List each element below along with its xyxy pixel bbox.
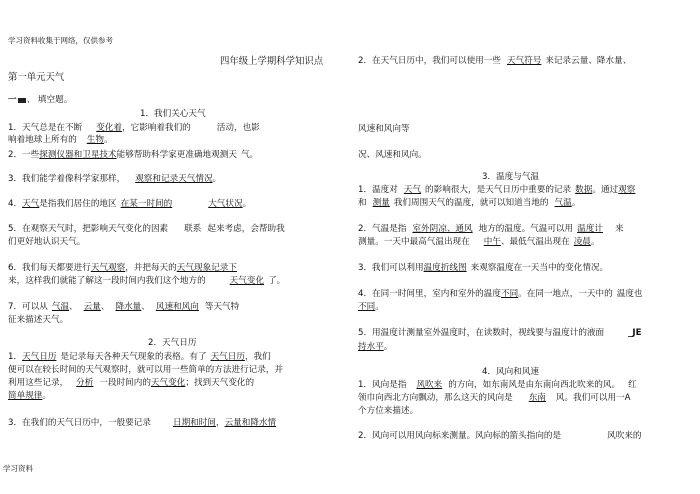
text-run: 4． (8, 199, 23, 209)
left-item-6-line-2 (8, 277, 285, 287)
right-t2-line-1 (358, 225, 624, 235)
text-run: 4．在同一时间里，室内和室外的温度 (358, 289, 501, 299)
text-run: 来记录云量、降水量、 (545, 56, 632, 66)
left-item-1-line-1 (8, 124, 260, 134)
text-run: 1．温度对 (358, 185, 398, 195)
text-run: 的方向，如东南风是由东南向西北吹来的风。 (448, 380, 621, 390)
underlined-answer: 中午 (483, 237, 501, 247)
text-run: 等天气特 (204, 302, 240, 312)
right-t2-line-2 (358, 238, 600, 248)
text-run: 7．可以从 (8, 302, 48, 312)
underlined-answer: 天气日历 (210, 352, 245, 362)
underlined-answer: 不同 (500, 289, 519, 299)
answer-11: 天气日历 (22, 352, 57, 362)
answer-8: 天气观察 (90, 263, 126, 273)
text-run: 气 (240, 150, 250, 160)
text-run: 地方的温度。气温可以用 (478, 224, 574, 234)
text-run: 、最低气温出现在 (500, 237, 570, 247)
text-run: 能够帮助科学家更准确地观测天 (116, 150, 237, 160)
underlined-answer: 凌晨 (573, 237, 591, 247)
answer-2: 生物 (86, 135, 104, 145)
text-run: 。 (375, 302, 384, 312)
left-d1-line-2: 便可以在较长时间的天气观察时，就可以用一些简单的方法进行记录，并 (8, 365, 284, 375)
left-d1-line-1 (8, 353, 271, 363)
text-run: ；找到天气变化的 (185, 378, 255, 388)
text-run: ，它影响着我们的 (122, 123, 191, 133)
underlined-answer: 日期和时间 (172, 418, 216, 428)
header-note: 学习资料收集于网络，仅供参考 (8, 36, 113, 45)
underlined-answer: 室外阴凉、通风 (412, 224, 473, 234)
underlined-answer: 云量和降水情 (224, 418, 277, 428)
left-d1-line-4 (8, 392, 51, 402)
text-run: 是指我们居住的地区 (39, 199, 117, 209)
text-run: 6．我们每天都要进行 (8, 263, 91, 273)
answer-6: 大气状况 (208, 199, 243, 209)
right-d2-line-3 (358, 151, 427, 161)
footer-note: 学习资料 (3, 464, 33, 473)
document-title: 四年级上学期科学知识点 (220, 56, 324, 67)
left-d3 (8, 419, 276, 429)
part-one-number: 一 (8, 95, 17, 105)
underlined-answer: 不同 (358, 302, 376, 312)
text-run: ， (215, 418, 225, 428)
text-run: 、 (69, 302, 78, 312)
text-run: 。 (418, 150, 427, 160)
text-run: ，并把每天的 (125, 263, 177, 273)
text-run: 。 (42, 391, 51, 401)
left-item-5-line-2: 们更好地认识天气。 (8, 237, 86, 247)
text-run: 。 (590, 237, 600, 247)
left-item-6-line-1 (8, 264, 237, 274)
underlined-answer: 东南 (528, 393, 546, 403)
right-t4-line-1 (358, 290, 643, 300)
underlined-answer: 温度折线图 (423, 263, 467, 273)
text-run: 利用这些记录， (8, 378, 69, 388)
right-t1-line-2 (358, 199, 580, 209)
right-t5-line-1 (358, 329, 641, 339)
underlined-answer: 天气变化 (150, 378, 186, 388)
section-heading-1: 1．我们关心天气 (140, 109, 206, 119)
underlined-answer: 分析 (76, 378, 94, 388)
text-run: 。 (103, 135, 113, 145)
right-t3 (358, 264, 608, 274)
underlined-answer: 降水量 (115, 302, 142, 312)
answer-1: 变化着 (96, 123, 123, 133)
underlined-answer: 温度计 (577, 224, 603, 234)
text-run: 。在同一地点，一天中的 (518, 289, 613, 299)
left-item-3 (8, 175, 221, 185)
text-run: 温度也 (616, 289, 643, 299)
left-item-2 (8, 151, 258, 161)
underlined-answer: 在某一时间的 (120, 199, 173, 209)
right-t5-line-2 (358, 343, 392, 353)
left-d1-line-3 (8, 379, 254, 389)
right-w1-line-1 (358, 381, 637, 391)
left-item-7-line-2: 征来描述天气。 (8, 315, 69, 325)
text-run: 1．风向是指 (358, 380, 407, 390)
text-run: 3．我们可以利用 (358, 263, 424, 273)
text-run: 3．在我们的天气日历中，一般要记录 (8, 418, 151, 428)
section-heading-3: 3．温度与气温 (482, 172, 540, 182)
text-run: 风吹来的 (607, 431, 642, 441)
answer-7: 联系 (184, 224, 202, 234)
text-run: 2．一些 (8, 150, 40, 160)
part-one-heading (8, 96, 72, 106)
right-w1-line-2 (358, 394, 631, 404)
text-run: 的影响很大，是天气日历中重要的记录 (425, 185, 572, 195)
text-run: 、 (141, 302, 150, 312)
left-item-7-line-1 (8, 303, 239, 313)
text-run: 一段时间内的 (99, 378, 151, 388)
text-run: 。 (242, 199, 252, 209)
redaction-mark (18, 98, 26, 103)
text-run: 1．天气总是在不断 (8, 123, 83, 133)
underlined-answer: 天气符号 (506, 56, 542, 66)
text-run: _JE (628, 328, 642, 338)
text-run: 测量。一天中最高气温出现在 (358, 237, 470, 247)
underlined-answer: 气温 (51, 302, 70, 312)
right-d2-line-1 (358, 57, 631, 67)
text-run: 、 (100, 302, 110, 312)
text-run: 5．用温度计测量室外温度时，在读数时，视线要与温度计的液面 (358, 328, 605, 338)
text-run: 5．在观察天气时，把影响天气变化的因素 (8, 224, 169, 234)
underlined-answer: 气温 (554, 198, 572, 208)
left-item-5-line-1 (8, 225, 285, 235)
text-run: 起来考虑，会帮助我 (207, 224, 285, 234)
right-t4-line-2 (358, 303, 384, 313)
right-d2-line-2: 风速和风向等 (358, 124, 410, 134)
underlined-answer: 云量 (83, 302, 101, 312)
answer-4: 观察和记录天气情况 (135, 174, 213, 184)
text-run: 风。我们可以用一A (555, 393, 631, 403)
section-heading-2: 2．天气日历 (148, 338, 197, 348)
underlined-answer: 持水平 (358, 342, 384, 352)
right-w2 (358, 432, 642, 442)
text-run: 。 (249, 150, 259, 160)
underlined-answer: 观察 (618, 185, 636, 195)
text-run: 是记录每天各种天气现象的表格。有了 (60, 352, 207, 362)
answer-3: 探测仪器和卫星技术 (39, 150, 117, 160)
text-run: 1． (8, 352, 23, 362)
right-t1-line-1 (358, 186, 635, 196)
text-run: 领巾向西北方向飘动，那么这天的风向是 (358, 393, 513, 403)
text-run: 2．风向可以用风向标来测量。风向标的箭头指向的是 (358, 431, 562, 441)
text-run: 。 (383, 342, 393, 352)
section-heading-4: 4．风向和风速 (482, 367, 540, 377)
text-run: 来观察温度在一天当中的变化情况。 (470, 263, 609, 273)
right-w1-line-3: 个方位来描述。 (358, 406, 419, 416)
underlined-answer: 测量 (372, 198, 390, 208)
text-run: 来 (614, 224, 624, 234)
underlined-answer: 数据 (575, 185, 593, 195)
underlined-answer: 简单规律 (8, 391, 43, 401)
underlined-answer: 天气 (403, 185, 422, 195)
text-run: 2．气温是指 (358, 224, 407, 234)
text-run: 3．我们能学着像科学家那样， (8, 174, 126, 184)
text-run: 。通过 (592, 185, 619, 195)
text-run: 响着地球上所有的 (8, 135, 77, 145)
left-item-4 (8, 200, 251, 210)
text-run: 我们周围天气的温度，就可以知道当地的 (393, 198, 549, 208)
text-run: 。 (571, 198, 581, 208)
text-run: 况、风速和风向 (358, 150, 419, 160)
text-run: 2．在天气日历中，我们可以使用一些 (358, 56, 501, 66)
text-run: 和 (358, 198, 367, 208)
left-item-1-line-2 (8, 136, 113, 146)
answer-5: 天气 (22, 199, 40, 209)
answer-9: 天气现象记录下 (176, 263, 237, 273)
text-run: 了。 (268, 276, 286, 286)
part-one-label: 、 填空题。 (26, 95, 73, 105)
text-run: 活动，也影 (216, 123, 260, 133)
underlined-answer: 风速和风向 (155, 302, 199, 312)
text-run: 来，这样我们就能了解这一段时间内我们这个地方的 (8, 276, 206, 286)
text-run: 。 (212, 174, 222, 184)
answer-10: 天气变化 (229, 276, 265, 286)
text-run: ，我们 (244, 352, 271, 362)
text-run: 红 (628, 380, 637, 390)
underlined-answer: 风吹来 (416, 380, 443, 390)
unit-title: 第一单元天气 (8, 72, 65, 83)
